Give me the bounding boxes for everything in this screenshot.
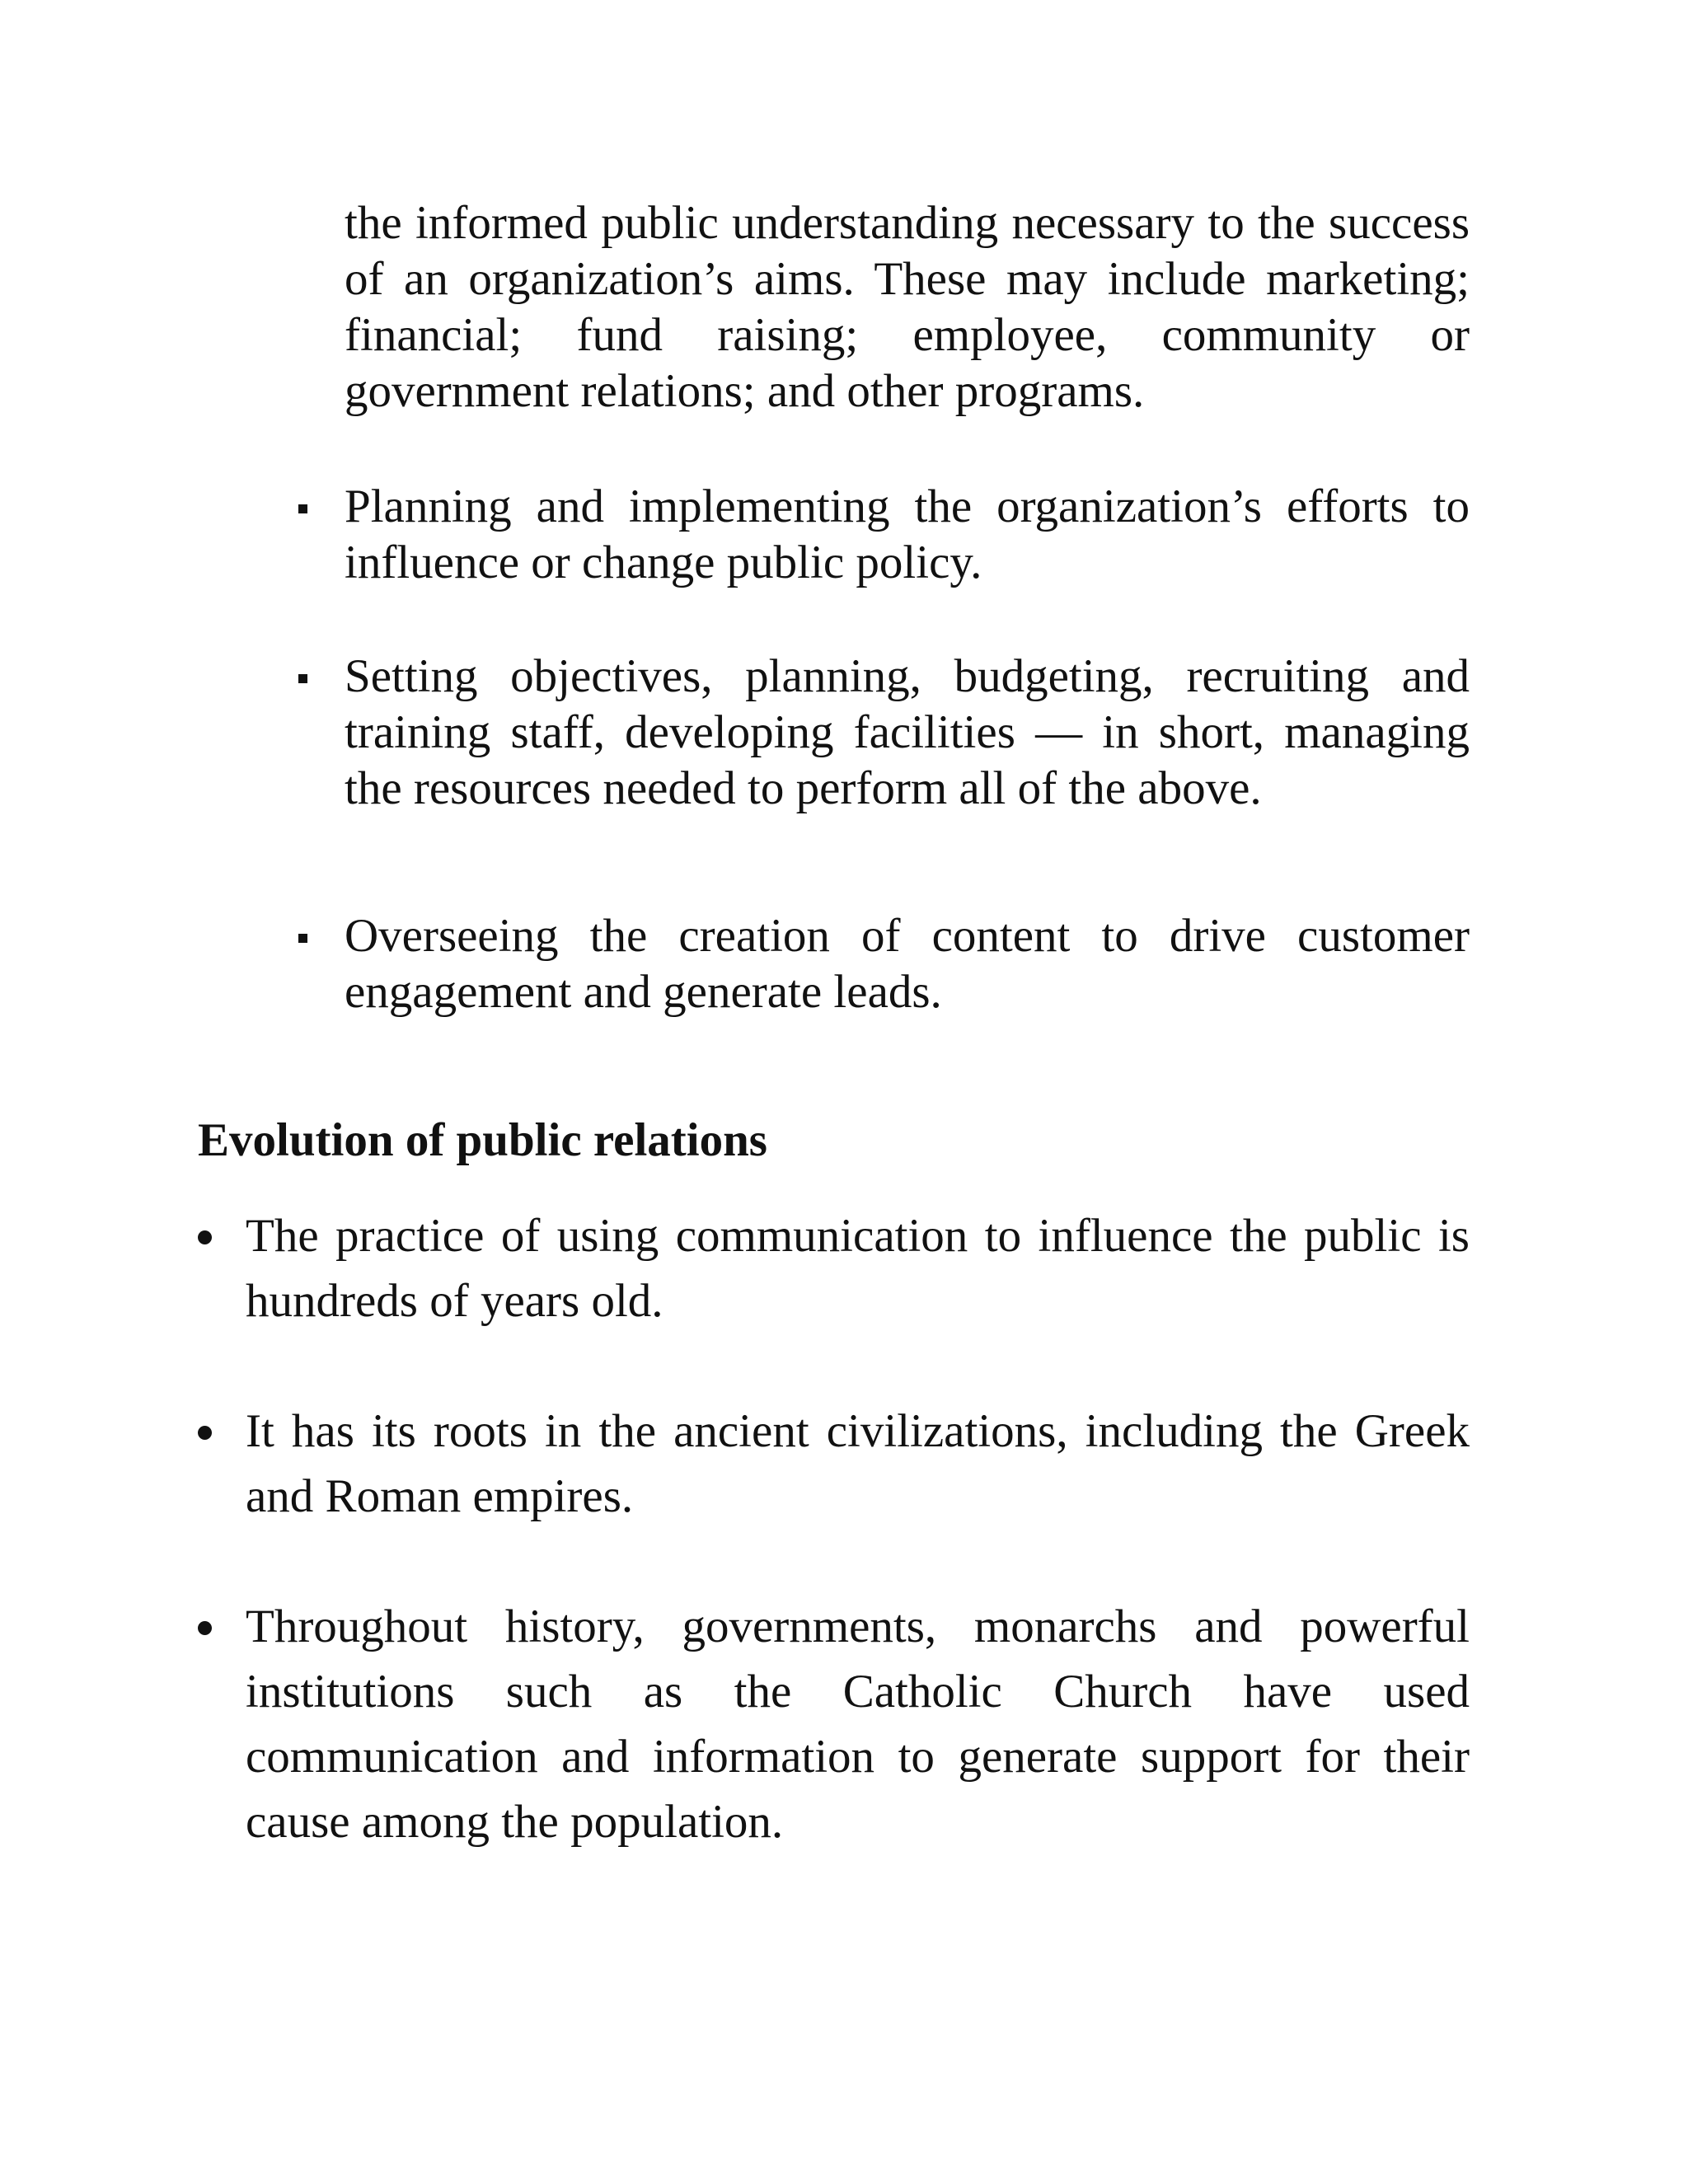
list-item-text: Overseeing the creation of content to drive customer engagement and generate leads. bbox=[345, 910, 1470, 1018]
list-item bbox=[345, 479, 1470, 591]
round-bullet-icon bbox=[198, 1426, 212, 1440]
square-bullet-icon bbox=[298, 674, 307, 683]
square-bullet-icon bbox=[298, 504, 307, 513]
list-item bbox=[345, 649, 1470, 817]
list-item-text: The practice of using communication to influence the public is hundreds of years old. bbox=[246, 1210, 1470, 1327]
round-bullet-icon bbox=[198, 1230, 212, 1244]
round-bullet-icon bbox=[198, 1621, 212, 1635]
section-heading: Evolution of public relations bbox=[198, 1114, 767, 1166]
list-item bbox=[246, 1594, 1470, 1854]
list-item-text: Throughout history, governments, monarchs and powerful institutions such as the Catholic Church have used communication and information to generate support for their cause among the population. bbox=[246, 1601, 1470, 1848]
continuation-paragraph: the informed public understanding necessary to the success of an organization’s aims. These may include marketing; financial; fund raising; employee, community or government relations; and other programs. bbox=[345, 197, 1470, 417]
list-item bbox=[345, 908, 1470, 1020]
list-item-text: It has its roots in the ancient civilizations, including the Greek and Roman empires. bbox=[246, 1405, 1470, 1522]
square-bullet-icon bbox=[298, 934, 307, 943]
list-item bbox=[246, 1399, 1470, 1529]
list-item-text: Planning and implementing the organization’s efforts to influence or change public policy. bbox=[345, 480, 1470, 588]
list-item-text: Setting objectives, planning, budgeting, recruiting and training staff, developing facilities — in short, managing the resources needed to perform all of the above. bbox=[345, 650, 1470, 814]
list-item bbox=[246, 1203, 1470, 1333]
